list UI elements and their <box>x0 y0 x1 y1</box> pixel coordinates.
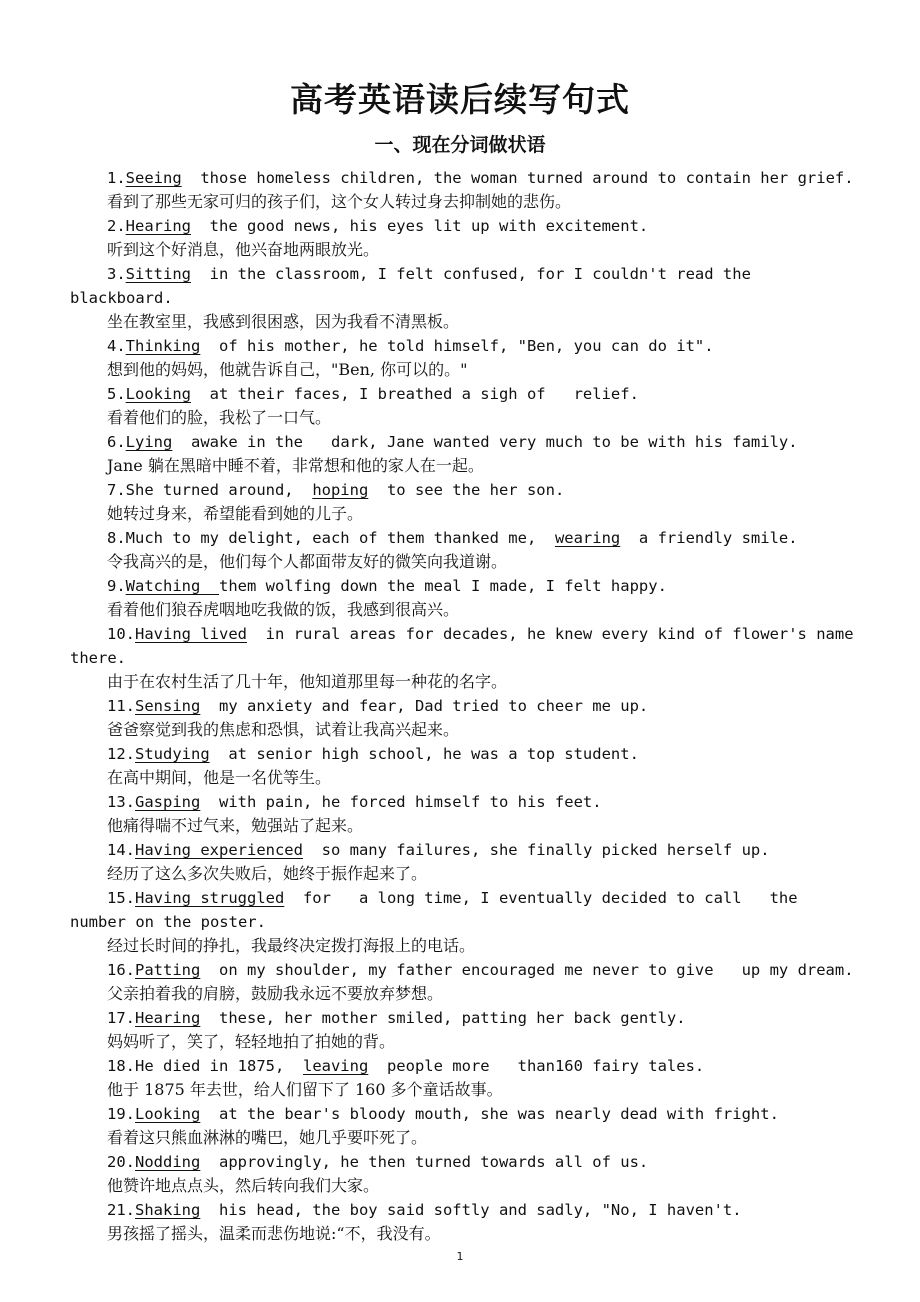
sentence-lead-text: Much to my delight, each of them thanked me, <box>125 529 555 547</box>
sentence-item <box>70 1102 860 1150</box>
sentence-rest-text: at their faces, I breathed a sigh of relief. <box>191 385 639 403</box>
english-sentence <box>70 886 860 934</box>
sentence-rest-text: of his mother, he told himself, "Ben, you can do it". <box>200 337 714 355</box>
sentence-rest-text: the good news, his eyes lit up with excitement. <box>191 217 649 235</box>
english-sentence <box>70 166 860 190</box>
english-sentence <box>70 742 860 766</box>
sentence-list <box>70 166 863 1246</box>
participle-phrase: Sitting <box>125 265 191 283</box>
english-sentence <box>70 430 860 454</box>
sentence-number: 1. <box>107 169 126 187</box>
sentence-item <box>70 790 860 838</box>
sentence-number: 7. <box>107 481 126 499</box>
sentence-lead-text: He died in 1875, <box>135 1057 303 1075</box>
sentence-item <box>70 334 860 382</box>
english-sentence <box>70 694 860 718</box>
sentence-item <box>70 478 860 526</box>
sentence-number: 19. <box>107 1105 135 1123</box>
chinese-translation: 坐在教室里，我感到很困惑，因为我看不清黑板。 <box>107 312 460 331</box>
sentence-rest-text: them wolfing down the meal I made, I felt happy. <box>219 577 667 595</box>
chinese-translation: 由于在农村生活了几十年，他知道那里每一种花的名字。 <box>107 672 508 691</box>
sentence-number: 11. <box>107 697 135 715</box>
chinese-translation: 看着他们狼吞虎咽地吃我做的饭，我感到很高兴。 <box>107 600 460 619</box>
sentence-rest-text: at senior high school, he was a top student. <box>209 745 639 763</box>
sentence-item <box>70 382 860 430</box>
sentence-number: 20. <box>107 1153 135 1171</box>
sentence-number: 18. <box>107 1057 135 1075</box>
sentence-item <box>70 430 860 478</box>
english-sentence <box>70 382 860 406</box>
sentence-rest-text: awake in the dark, Jane wanted very much to be with his family. <box>172 433 798 451</box>
sentence-rest-text: to see the her son. <box>368 481 565 499</box>
participle-phrase: Thinking <box>125 337 201 355</box>
english-sentence <box>70 790 860 814</box>
sentence-item <box>70 886 860 958</box>
sentence-rest-text: on my shoulder, my father encouraged me never to give up my dream. <box>200 961 854 979</box>
sentence-number: 17. <box>107 1009 135 1027</box>
chinese-translation: Jane 躺在黑暗中睡不着，非常想和他的家人在一起。 <box>107 456 484 475</box>
chinese-translation: 在高中期间，他是一名优等生。 <box>107 768 332 787</box>
chinese-translation: 看到了那些无家可归的孩子们，这个女人转过身去抑制她的悲伤。 <box>107 192 572 211</box>
participle-phrase: Having experienced <box>135 841 303 859</box>
sentence-number: 2. <box>107 217 126 235</box>
sentence-rest-text: approvingly, he then turned towards all of us. <box>200 1153 649 1171</box>
sentence-number: 8. <box>107 529 126 547</box>
english-sentence <box>70 574 860 598</box>
sentence-item <box>70 1198 860 1246</box>
participle-phrase: hoping <box>312 481 369 499</box>
participle-phrase: Having lived <box>135 625 247 643</box>
sentence-number: 14. <box>107 841 135 859</box>
sentence-lead-text: She turned around, <box>125 481 313 499</box>
participle-phrase: Seeing <box>125 169 182 187</box>
participle-phrase: Hearing <box>125 217 191 235</box>
sentence-item <box>70 958 860 1006</box>
participle-phrase: Sensing <box>135 697 201 715</box>
sentence-rest-text: his head, the boy said softly and sadly, "No, I haven't. <box>200 1201 742 1219</box>
sentence-rest-text: these, her mother smiled, patting her back gently. <box>200 1009 686 1027</box>
english-sentence <box>70 526 860 550</box>
participle-phrase: Gasping <box>135 793 201 811</box>
english-sentence <box>70 958 860 982</box>
english-sentence <box>70 334 860 358</box>
sentence-number: 3. <box>107 265 126 283</box>
sentence-number: 6. <box>107 433 126 451</box>
participle-phrase: Having struggled <box>135 889 285 907</box>
participle-phrase: leaving <box>302 1057 369 1075</box>
chinese-translation: 她转过身来，希望能看到她的儿子。 <box>107 504 364 523</box>
participle-phrase: Shaking <box>135 1201 201 1219</box>
chinese-translation: 爸爸察觉到我的焦虑和恐惧，试着让我高兴起来。 <box>107 720 460 739</box>
sentence-number: 4. <box>107 337 126 355</box>
chinese-translation: 父亲拍着我的肩膀，鼓励我永远不要放弃梦想。 <box>107 984 444 1003</box>
sentence-rest-text: so many failures, she finally picked herself up. <box>302 841 770 859</box>
sentence-number: 10. <box>107 625 135 643</box>
document-title: 高考英语读后续写句式 <box>290 80 630 119</box>
sentence-number: 12. <box>107 745 135 763</box>
sentence-rest-text: those homeless children, the woman turned around to contain her grief. <box>181 169 854 187</box>
page-number: 1 <box>456 1250 464 1263</box>
sentence-rest-text: people more than160 fairy tales. <box>368 1057 705 1075</box>
sentence-rest-text: in rural areas for decades, he knew every kind of flower's name there. <box>70 625 863 667</box>
sentence-item <box>70 1006 860 1054</box>
chinese-translation: 看着这只熊血淋淋的嘴巴，她几乎要吓死了。 <box>107 1128 428 1147</box>
sentence-number: 5. <box>107 385 126 403</box>
sentence-item <box>70 838 860 886</box>
english-sentence <box>70 262 860 310</box>
participle-phrase: Looking <box>135 1105 201 1123</box>
sentence-item <box>70 622 863 694</box>
chinese-translation: 他痛得喘不过气来，勉强站了起来。 <box>107 816 364 835</box>
sentence-rest-text: my anxiety and fear, Dad tried to cheer me up. <box>200 697 649 715</box>
sentence-rest-text: a friendly smile. <box>620 529 798 547</box>
sentence-number: 16. <box>107 961 135 979</box>
chinese-translation: 想到他的妈妈，他就告诉自己，"Ben, 你可以的。" <box>107 360 468 379</box>
participle-phrase: Lying <box>125 433 173 451</box>
participle-phrase: Nodding <box>135 1153 201 1171</box>
sentence-rest-text: with pain, he forced himself to his feet. <box>200 793 602 811</box>
english-sentence <box>70 1054 860 1078</box>
sentence-rest-text: in the classroom, I felt confused, for I couldn't read the blackboard. <box>70 265 761 307</box>
sentence-item <box>70 214 860 262</box>
sentence-number: 13. <box>107 793 135 811</box>
chinese-translation: 经历了这么多次失败后，她终于振作起来了。 <box>107 864 428 883</box>
chinese-translation: 看着他们的脸，我松了一口气。 <box>107 408 332 427</box>
sentence-number: 21. <box>107 1201 135 1219</box>
participle-phrase: Studying <box>135 745 210 763</box>
english-sentence <box>70 1150 860 1174</box>
chinese-translation: 他赞许地点点头，然后转向我们大家。 <box>107 1176 380 1195</box>
participle-phrase: Watching <box>125 577 219 595</box>
english-sentence <box>70 1198 860 1222</box>
participle-phrase: wearing <box>554 529 621 547</box>
chinese-translation: 经过长时间的挣扎，我最终决定拨打海报上的电话。 <box>107 936 476 955</box>
sentence-item <box>70 262 860 334</box>
sentence-rest-text: at the bear's bloody mouth, she was nearly dead with fright. <box>200 1105 779 1123</box>
sentence-item <box>70 742 860 790</box>
chinese-translation: 男孩摇了摇头，温柔而悲伤地说:“不，我没有。 <box>107 1224 441 1243</box>
participle-phrase: Looking <box>125 385 191 403</box>
sentence-item <box>70 1054 860 1102</box>
sentence-item <box>70 166 860 214</box>
sentence-item <box>70 526 860 574</box>
sentence-number: 9. <box>107 577 126 595</box>
chinese-translation: 他于 1875 年去世，给人们留下了 160 多个童话故事。 <box>107 1080 503 1099</box>
sentence-item <box>70 1150 860 1198</box>
english-sentence <box>70 1102 860 1126</box>
sentence-item <box>70 694 860 742</box>
participle-phrase: Hearing <box>135 1009 201 1027</box>
english-sentence <box>70 838 860 862</box>
sentence-rest-text: for a long time, I eventually decided to call the number on the poster. <box>70 889 807 931</box>
participle-phrase: Patting <box>135 961 201 979</box>
english-sentence <box>70 214 860 238</box>
chinese-translation: 妈妈听了，笑了，轻轻地拍了拍她的背。 <box>107 1032 396 1051</box>
sentence-item <box>70 574 860 622</box>
chinese-translation: 听到这个好消息，他兴奋地两眼放光。 <box>107 240 380 259</box>
section-heading: 一、现在分词做状语 <box>374 134 546 156</box>
english-sentence <box>70 622 863 670</box>
english-sentence <box>70 1006 860 1030</box>
sentence-number: 15. <box>107 889 135 907</box>
chinese-translation: 令我高兴的是，他们每个人都面带友好的微笑向我道谢。 <box>107 552 508 571</box>
english-sentence <box>70 478 860 502</box>
